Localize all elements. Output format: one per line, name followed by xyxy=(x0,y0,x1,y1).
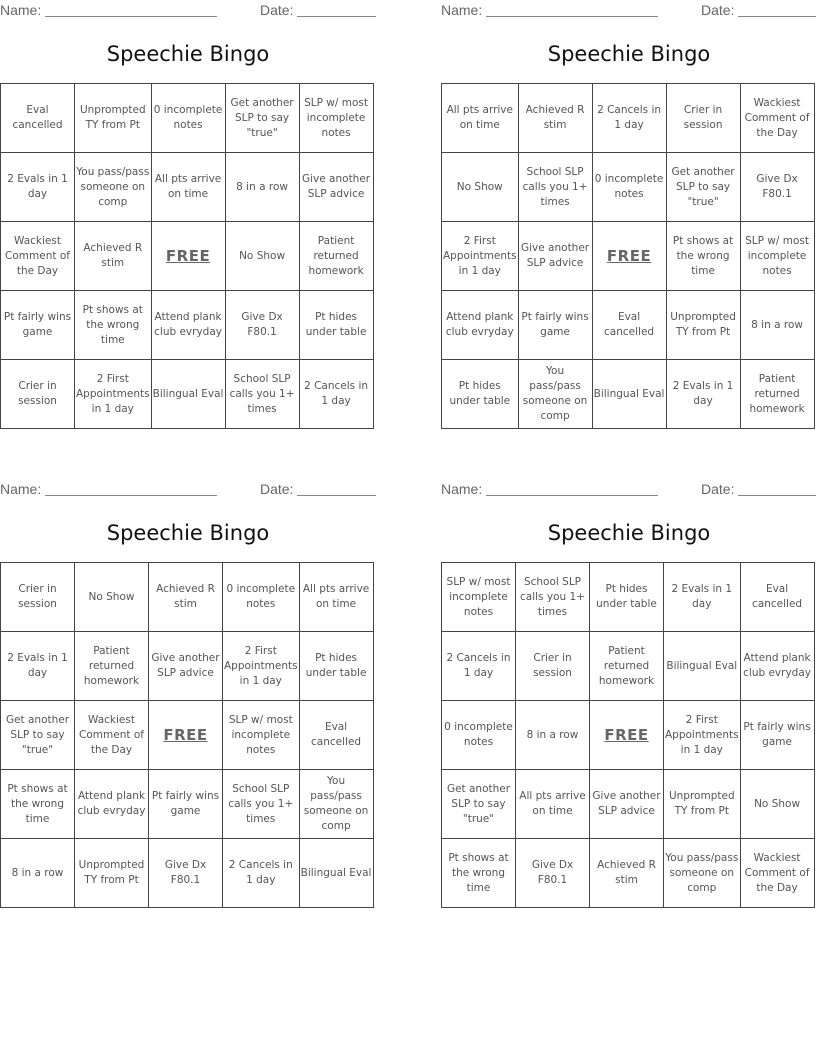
date-blank-line xyxy=(738,495,816,496)
bingo-cell: Pt fairly wins game xyxy=(149,770,223,839)
bingo-cell: 8 in a row xyxy=(225,153,299,222)
bingo-cell: Give Dx F80.1 xyxy=(516,839,590,908)
bingo-cell: Bilingual Eval xyxy=(592,360,666,429)
bingo-row xyxy=(1,839,374,908)
bingo-row xyxy=(1,632,374,701)
bingo-cell: Pt fairly wins game xyxy=(1,291,75,360)
bingo-cell: 2 First Appointments in 1 day xyxy=(75,360,152,429)
bingo-row xyxy=(442,291,815,360)
bingo-cell: 8 in a row xyxy=(1,839,75,908)
bingo-cell: Crier in session xyxy=(666,84,740,153)
bingo-cell: Pt shows at the wrong time xyxy=(442,839,516,908)
bingo-cell: Get another SLP to say "true" xyxy=(666,153,740,222)
bingo-cell: You pass/pass someone on comp xyxy=(664,839,741,908)
name-label: Name: xyxy=(441,481,483,497)
bingo-cell: Bilingual Eval xyxy=(299,839,373,908)
date-label: Date: xyxy=(260,481,294,497)
bingo-cell: 0 incomplete notes xyxy=(151,84,225,153)
bingo-cell: Attend plank club evryday xyxy=(442,291,519,360)
bingo-cell: Unprompted TY from Pt xyxy=(75,839,149,908)
bingo-cell: Pt fairly wins game xyxy=(740,701,814,770)
bingo-cell: 2 Evals in 1 day xyxy=(666,360,740,429)
bingo-cell: You pass/pass someone on comp xyxy=(75,153,152,222)
bingo-cell: Give Dx F80.1 xyxy=(225,291,299,360)
bingo-cell: 8 in a row xyxy=(516,701,590,770)
bingo-cell: 2 First Appointments in 1 day xyxy=(223,632,300,701)
bingo-row xyxy=(1,770,374,839)
name-label: Name: xyxy=(0,481,42,497)
bingo-cell: No Show xyxy=(442,153,519,222)
bingo-grid xyxy=(441,562,815,908)
bingo-cell: Unprompted TY from Pt xyxy=(664,770,741,839)
bingo-cell: 2 Cancels in 1 day xyxy=(442,632,516,701)
bingo-cell: Eval cancelled xyxy=(299,701,373,770)
bingo-cell: 8 in a row xyxy=(740,291,814,360)
bingo-cell: Give another SLP advice xyxy=(518,222,592,291)
date-label: Date: xyxy=(260,2,294,18)
bingo-cell: 2 Evals in 1 day xyxy=(664,563,741,632)
bingo-row xyxy=(1,222,374,291)
name-blank-line xyxy=(486,16,658,17)
bingo-row xyxy=(442,153,815,222)
bingo-cell: Pt fairly wins game xyxy=(518,291,592,360)
bingo-cell: Crier in session xyxy=(1,563,75,632)
bingo-cell: Pt hides under table xyxy=(442,360,519,429)
bingo-cell: Unprompted TY from Pt xyxy=(666,291,740,360)
bingo-row xyxy=(442,632,815,701)
bingo-cell: No Show xyxy=(75,563,149,632)
bingo-cell: Give Dx F80.1 xyxy=(149,839,223,908)
bingo-cell: 2 First Appointments in 1 day xyxy=(664,701,741,770)
bingo-cell: Achieved R stim xyxy=(518,84,592,153)
name-blank-line xyxy=(45,495,217,496)
bingo-grid xyxy=(0,562,374,908)
bingo-cell: 2 Cancels in 1 day xyxy=(299,360,373,429)
bingo-cell: Bilingual Eval xyxy=(664,632,741,701)
bingo-cell: School SLP calls you 1+ times xyxy=(225,360,299,429)
bingo-cell: Eval cancelled xyxy=(1,84,75,153)
bingo-row xyxy=(1,563,374,632)
bingo-cell: Attend plank club evryday xyxy=(740,632,814,701)
bingo-cell: Achieved R stim xyxy=(75,222,152,291)
bingo-cell: Give another SLP advice xyxy=(590,770,664,839)
bingo-row xyxy=(1,84,374,153)
bingo-cell: No Show xyxy=(740,770,814,839)
bingo-cell: Wackiest Comment of the Day xyxy=(75,701,149,770)
bingo-cell: Get another SLP to say "true" xyxy=(1,701,75,770)
bingo-cell: Wackiest Comment of the Day xyxy=(1,222,75,291)
bingo-cell: Give Dx F80.1 xyxy=(740,153,814,222)
bingo-cell: School SLP calls you 1+ times xyxy=(223,770,300,839)
bingo-grid xyxy=(441,83,815,429)
bingo-cell: Wackiest Comment of the Day xyxy=(740,839,814,908)
bingo-cell: Wackiest Comment of the Day xyxy=(740,84,814,153)
bingo-cell: Unprompted TY from Pt xyxy=(75,84,152,153)
bingo-cell: Pt hides under table xyxy=(590,563,664,632)
bingo-cell: 0 incomplete notes xyxy=(442,701,516,770)
bingo-cell: SLP w/ most incomplete notes xyxy=(442,563,516,632)
bingo-row xyxy=(442,770,815,839)
card-title: Speechie Bingo xyxy=(106,42,270,66)
bingo-cell: Patient returned homework xyxy=(590,632,664,701)
name-label: Name: xyxy=(441,2,483,18)
bingo-cell: Bilingual Eval xyxy=(151,360,225,429)
bingo-row xyxy=(1,360,374,429)
bingo-cell: 0 incomplete notes xyxy=(223,563,300,632)
bingo-row xyxy=(442,701,815,770)
bingo-cell: Get another SLP to say "true" xyxy=(442,770,516,839)
name-blank-line xyxy=(45,16,217,17)
card-header xyxy=(0,2,376,22)
bingo-cell: Achieved R stim xyxy=(149,563,223,632)
card-title: Speechie Bingo xyxy=(547,42,711,66)
bingo-cell: Give another SLP advice xyxy=(149,632,223,701)
bingo-cell: Attend plank club evryday xyxy=(151,291,225,360)
bingo-cell: Give another SLP advice xyxy=(299,153,373,222)
bingo-row xyxy=(1,291,374,360)
bingo-row xyxy=(1,153,374,222)
bingo-cell: All pts arrive on time xyxy=(442,84,519,153)
bingo-cell: Pt hides under table xyxy=(299,632,373,701)
bingo-cell: 2 Cancels in 1 day xyxy=(223,839,300,908)
bingo-cell: All pts arrive on time xyxy=(151,153,225,222)
name-blank-line xyxy=(486,495,658,496)
bingo-row xyxy=(442,360,815,429)
free-space: FREE xyxy=(151,222,225,291)
bingo-cell: Pt shows at the wrong time xyxy=(666,222,740,291)
bingo-row xyxy=(442,839,815,908)
bingo-cell: No Show xyxy=(225,222,299,291)
bingo-cell: School SLP calls you 1+ times xyxy=(516,563,590,632)
bingo-cell: Patient returned homework xyxy=(740,360,814,429)
date-label: Date: xyxy=(701,2,735,18)
bingo-cell: 2 First Appointments in 1 day xyxy=(442,222,519,291)
bingo-cell: Eval cancelled xyxy=(740,563,814,632)
bingo-cell: Achieved R stim xyxy=(590,839,664,908)
bingo-cell: All pts arrive on time xyxy=(299,563,373,632)
bingo-row xyxy=(442,84,815,153)
bingo-cell: Eval cancelled xyxy=(592,291,666,360)
bingo-row xyxy=(442,563,815,632)
bingo-cell: Pt shows at the wrong time xyxy=(75,291,152,360)
bingo-cell: Pt shows at the wrong time xyxy=(1,770,75,839)
free-space: FREE xyxy=(592,222,666,291)
date-blank-line xyxy=(297,495,376,496)
card-header xyxy=(0,481,376,501)
bingo-row xyxy=(1,701,374,770)
bingo-grid xyxy=(0,83,374,429)
bingo-cell: Patient returned homework xyxy=(75,632,149,701)
bingo-cell: SLP w/ most incomplete notes xyxy=(299,84,373,153)
bingo-cell: You pass/pass someone on comp xyxy=(299,770,373,839)
bingo-cell: School SLP calls you 1+ times xyxy=(518,153,592,222)
bingo-cell: SLP w/ most incomplete notes xyxy=(223,701,300,770)
bingo-cell: Patient returned homework xyxy=(299,222,373,291)
bingo-cell: You pass/pass someone on comp xyxy=(518,360,592,429)
bingo-cell: 2 Evals in 1 day xyxy=(1,153,75,222)
bingo-row xyxy=(442,222,815,291)
bingo-cell: Crier in session xyxy=(516,632,590,701)
date-blank-line xyxy=(297,16,376,17)
date-blank-line xyxy=(738,16,816,17)
free-space: FREE xyxy=(590,701,664,770)
card-header xyxy=(441,2,816,22)
bingo-cell: 2 Evals in 1 day xyxy=(1,632,75,701)
bingo-cell: All pts arrive on time xyxy=(516,770,590,839)
card-header xyxy=(441,481,816,501)
bingo-cell: SLP w/ most incomplete notes xyxy=(740,222,814,291)
bingo-cell: Pt hides under table xyxy=(299,291,373,360)
date-label: Date: xyxy=(701,481,735,497)
card-title: Speechie Bingo xyxy=(547,521,711,545)
bingo-cell: 2 Cancels in 1 day xyxy=(592,84,666,153)
bingo-cell: 0 incomplete notes xyxy=(592,153,666,222)
bingo-cell: Get another SLP to say "true" xyxy=(225,84,299,153)
bingo-cell: Attend plank club evryday xyxy=(75,770,149,839)
free-space: FREE xyxy=(149,701,223,770)
bingo-cell: Crier in session xyxy=(1,360,75,429)
card-title: Speechie Bingo xyxy=(106,521,270,545)
name-label: Name: xyxy=(0,2,42,18)
